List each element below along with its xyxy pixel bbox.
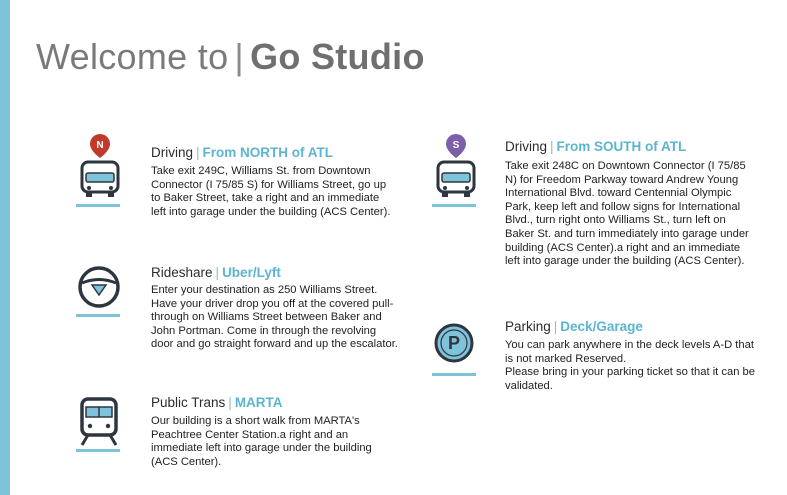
rideshare-label: Rideshare	[151, 265, 213, 280]
car-north-icon	[74, 132, 126, 202]
train-icon	[74, 393, 126, 463]
driving-north-highlight: From NORTH of ATL	[202, 145, 334, 160]
page-title	[36, 36, 425, 78]
section-driving-south	[430, 132, 770, 302]
parking-highlight: Deck/Garage	[560, 319, 643, 334]
public-trans-label: Public Trans	[151, 395, 226, 410]
parking-label: Parking	[505, 319, 551, 334]
rideshare-heading	[151, 265, 281, 280]
steering-wheel-icon	[74, 262, 126, 332]
parking-text: You can park anywhere in the deck levels A-D that is not marked Reserved. Please bring in your parking ticket so that it can be validated.	[505, 339, 755, 392]
rideshare-underline	[76, 314, 120, 317]
parking-badge-text: P	[447, 333, 461, 353]
heading-pipe: |	[553, 319, 558, 334]
public-trans-highlight: MARTA	[234, 395, 283, 410]
rideshare-highlight: Uber/Lyft	[222, 265, 281, 280]
section-driving-north	[74, 132, 404, 242]
driving-north-heading	[151, 145, 333, 160]
driving-south-text: Take exit 248C on Downtown Connector (I 75/85 N) for Freedom Parkway toward Andrew Young International Blvd. toward Centennial Olympic Park, keep left and follow signs for International Blvd., turn right onto Williams St., turn left on Baker St. and turn immediately into garage under building (ACS Center).a right and an immediate left into garage under the building (ACS Center).	[505, 160, 749, 268]
heading-pipe: |	[228, 395, 232, 410]
heading-pipe: |	[196, 145, 200, 160]
public-trans-underline	[76, 449, 120, 452]
driving-north-label: Driving	[151, 145, 194, 160]
section-public-trans	[74, 393, 404, 483]
parking-underline	[432, 373, 476, 376]
title-separator: |	[234, 36, 245, 77]
public-trans-heading	[151, 395, 283, 410]
driving-north-text: Take exit 249C, Williams St. from Downtown Connector (I 75/85 S) for Williams Street, go up to Baker Street, take a right and an immediate left into garage under the building (ACS Center).	[151, 165, 391, 218]
driving-north-underline	[76, 204, 120, 207]
parking-heading	[505, 319, 643, 334]
south-badge-text: S	[452, 140, 460, 151]
left-accent-bar	[0, 0, 10, 495]
driving-south-heading	[505, 139, 686, 154]
rideshare-text: Enter your destination as 250 Williams Street. Have your driver drop you off at the covered pull-through on Williams Street between Baker and John Portman. Come in through the revolving door and go straight forward and up the escalator.	[151, 284, 398, 351]
parking-icon	[430, 318, 482, 388]
heading-pipe: |	[550, 139, 554, 154]
title-brand: Go Studio	[250, 36, 425, 77]
heading-pipe: |	[215, 265, 220, 280]
section-parking	[430, 318, 770, 428]
public-trans-text: Our building is a short walk from MARTA's Peachtree Center Station.a right and an immediate left into garage under the building (ACS Center).	[151, 415, 372, 468]
section-rideshare	[74, 262, 404, 372]
title-lead: Welcome to	[36, 36, 229, 77]
driving-south-underline	[432, 204, 476, 207]
north-badge-text: N	[96, 140, 104, 151]
car-south-icon	[430, 132, 482, 202]
driving-south-label: Driving	[505, 139, 548, 154]
driving-south-highlight: From SOUTH of ATL	[556, 139, 687, 154]
